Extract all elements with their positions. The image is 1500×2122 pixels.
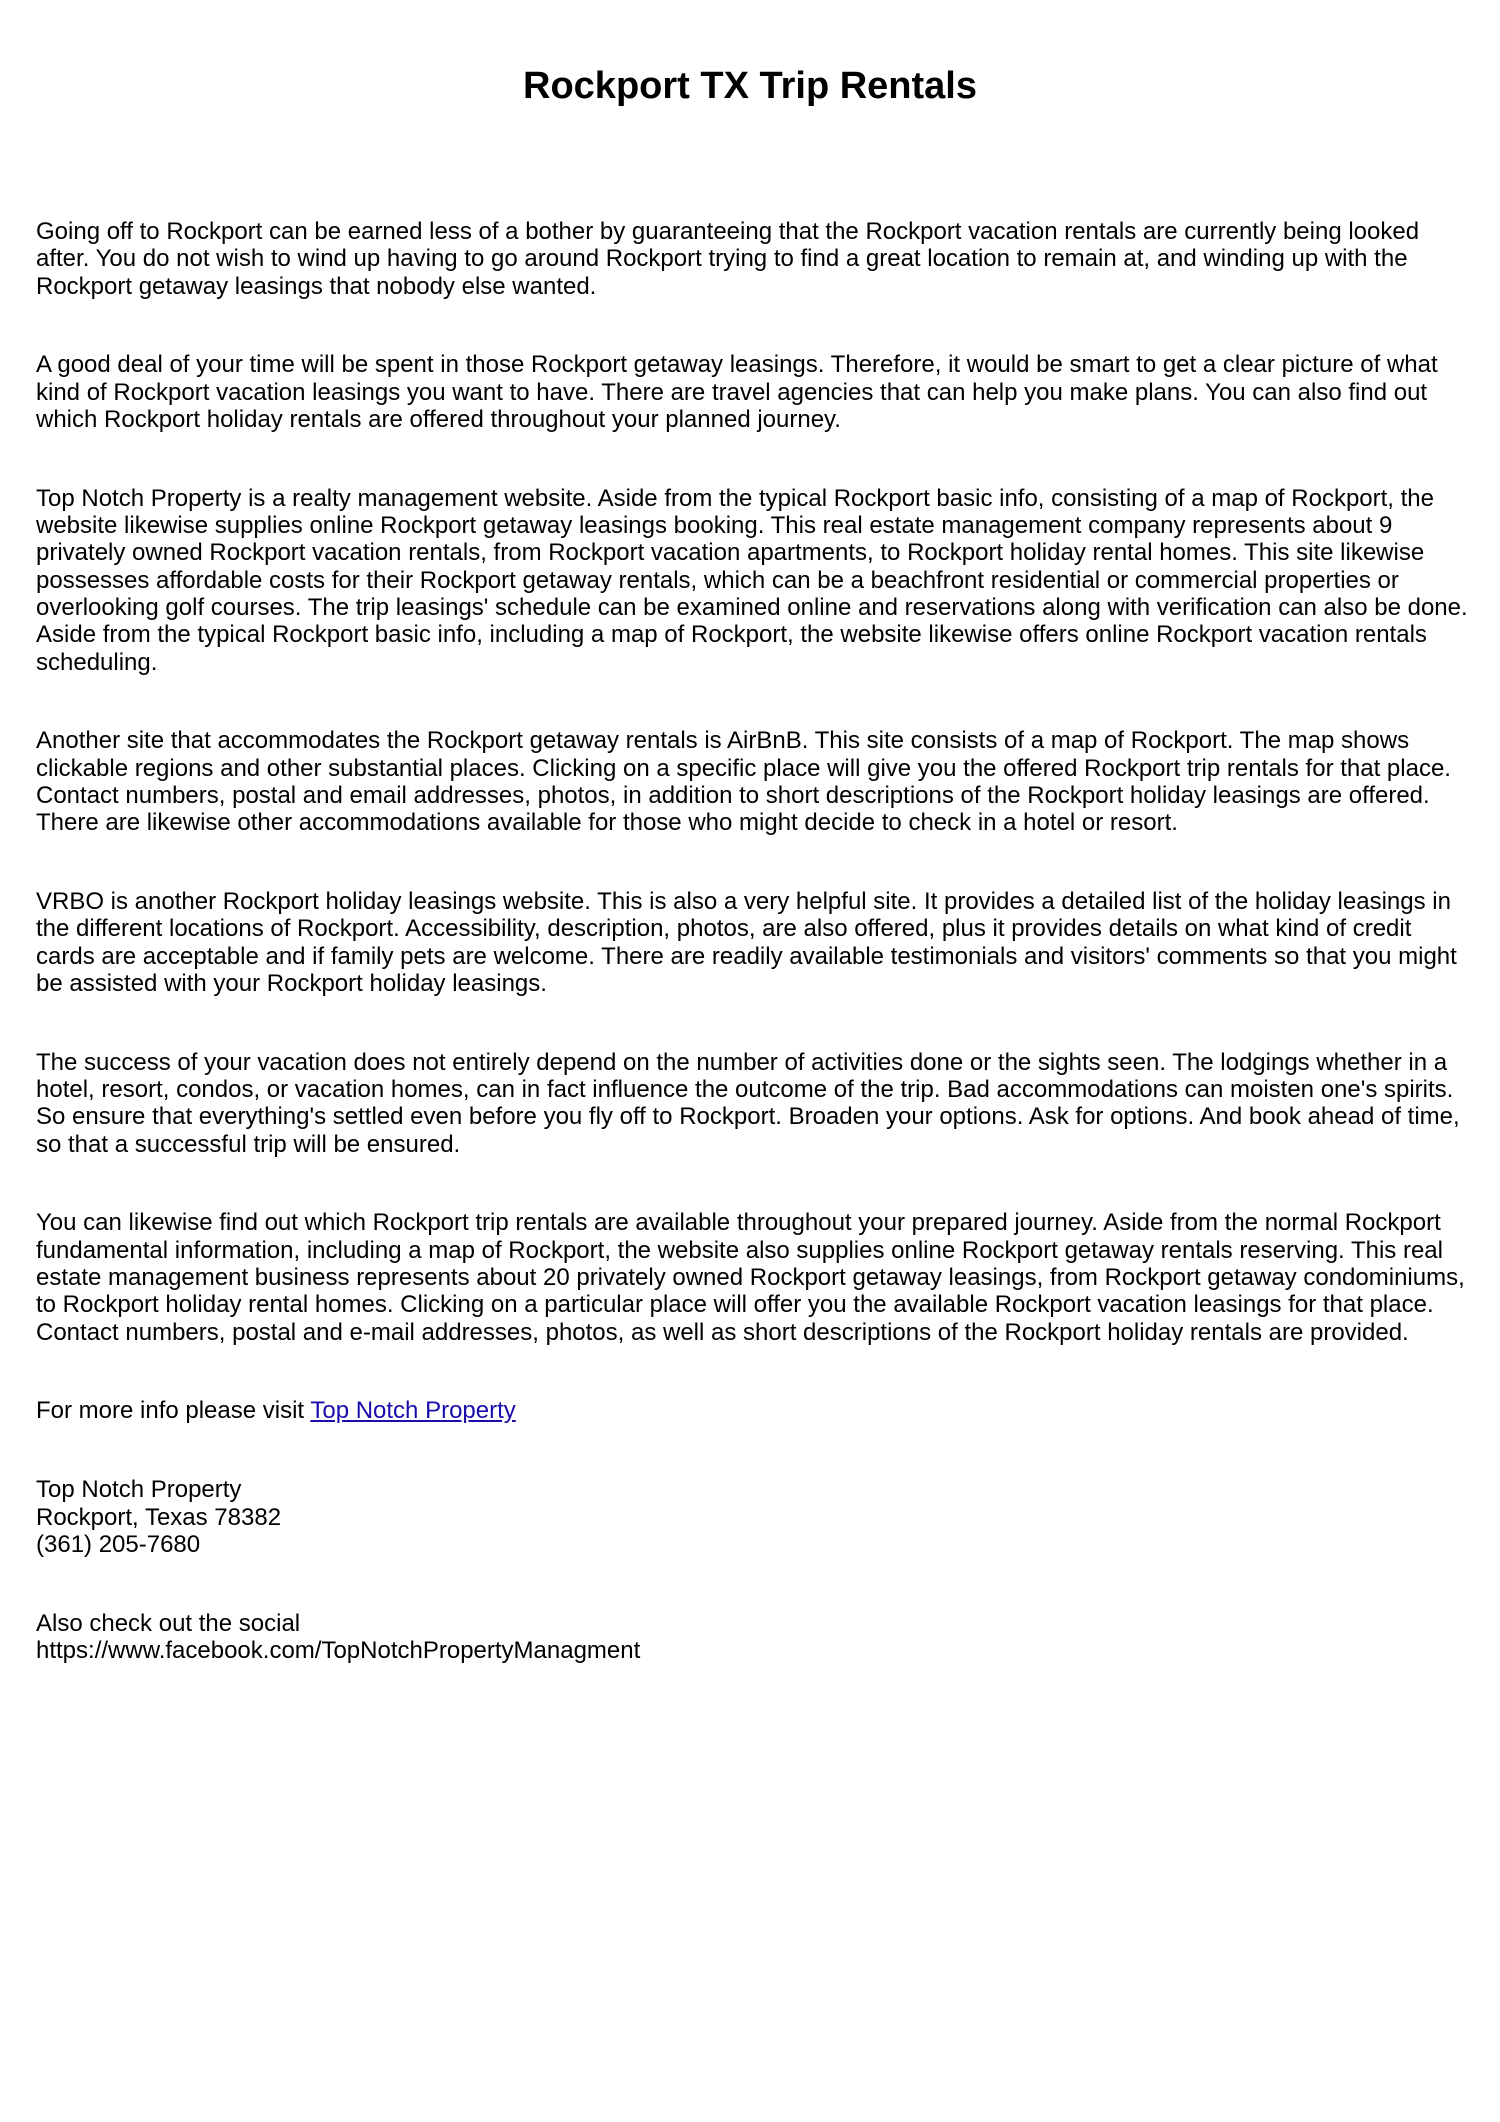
contact-block xyxy=(36,1476,1476,1558)
document-body xyxy=(36,218,1476,1664)
contact-address: Rockport, Texas 78382 xyxy=(36,1503,282,1531)
paragraph-planning: A good deal of your time will be spent in those Rockport getaway leasings. Therefore, it would be smart to get a clear picture of what kind of Rockport vacation leasings you want to have. There are travel agencies that can help you make plans. You can also find out which Rockport holiday rentals are offered throughout your planned journey. xyxy=(36,351,1438,433)
social-url: https://www.facebook.com/TopNotchPropertyManagment xyxy=(36,1636,641,1664)
more-info-line xyxy=(36,1397,1476,1424)
paragraph-top-notch: Top Notch Property is a realty management website. Aside from the typical Rockport basic info, consisting of a map of Rockport, the website likewise supplies online Rockport getaway leasings booking. This real estate management company represents about 9 privately owned Rockport vacation rentals, from Rockport vacation apartments, to Rockport holiday rental homes. This site likewise possesses affordable costs for their Rockport getaway rentals, which can be a beachfront residential or commercial properties or overlooking golf courses. The trip leasings' schedule can be examined online and reservations along with verification can also be done. Aside from the typical Rockport basic info, including a map of Rockport, the website likewise offers online Rockport vacation rentals scheduling. xyxy=(36,484,1468,676)
page-title: Rockport TX Trip Rentals xyxy=(523,65,977,107)
contact-phone: (361) 205-7680 xyxy=(36,1530,201,1558)
paragraph-availability: You can likewise find out which Rockport trip rentals are available throughout your prepared journey. Aside from the normal Rockport fundamental information, including a map of Rockport, the website also supplies online Rockport getaway rentals reserving. This real estate management business represents about 20 privately owned Rockport getaway leasings, from Rockport getaway condominiums, to Rockport holiday rental homes. Clicking on a particular place will offer you the available Rockport vacation leasings for that place. Contact numbers, postal and e-mail addresses, photos, as well as short descriptions of the Rockport holiday rentals are provided. xyxy=(36,1209,1465,1346)
paragraph-airbnb: Another site that accommodates the Rockport getaway rentals is AirBnB. This site consists of a map of Rockport. The map shows clickable regions and other substantial places. Clicking on a specific place will give you the offered Rockport trip rentals for that place. Contact numbers, postal and email addresses, photos, in addition to short descriptions of the Rockport holiday leasings are offered. There are likewise other accommodations available for those who might decide to check in a hotel or resort. xyxy=(36,727,1451,837)
paragraph-success: The success of your vacation does not entirely depend on the number of activities done or the sights seen. The lodgings whether in a hotel, resort, condos, or vacation homes, can in fact influence the outcome of the trip. Bad accommodations can moisten one's spirits. So ensure that everything's settled even before you fly off to Rockport. Broaden your options. Ask for options. And book ahead of time, so that a successful trip will be ensured. xyxy=(36,1048,1460,1158)
paragraph-intro: Going off to Rockport can be earned less of a bother by guaranteeing that the Rockport vacation rentals are currently being looked after. You do not wish to wind up having to go around Rockport trying to find a great location to remain at, and winding up with the Rockport getaway leasings that nobody else wanted. xyxy=(36,218,1420,300)
contact-name: Top Notch Property xyxy=(36,1476,242,1504)
paragraph-vrbo: VRBO is another Rockport holiday leasings website. This is also a very helpful site. It provides a detailed list of the holiday leasings in the different locations of Rockport. Accessibility, description, photos, are also offered, plus it provides details on what kind of credit cards are acceptable and if family pets are welcome. There are readily available testimonials and visitors' comments so that you might be assisted with your Rockport holiday leasings. xyxy=(36,888,1457,997)
more-info-prefix: For more info please visit xyxy=(36,1397,311,1425)
social-block xyxy=(36,1610,1476,1665)
social-label: Also check out the social xyxy=(36,1609,301,1637)
top-notch-property-link[interactable]: Top Notch Property xyxy=(310,1397,516,1425)
